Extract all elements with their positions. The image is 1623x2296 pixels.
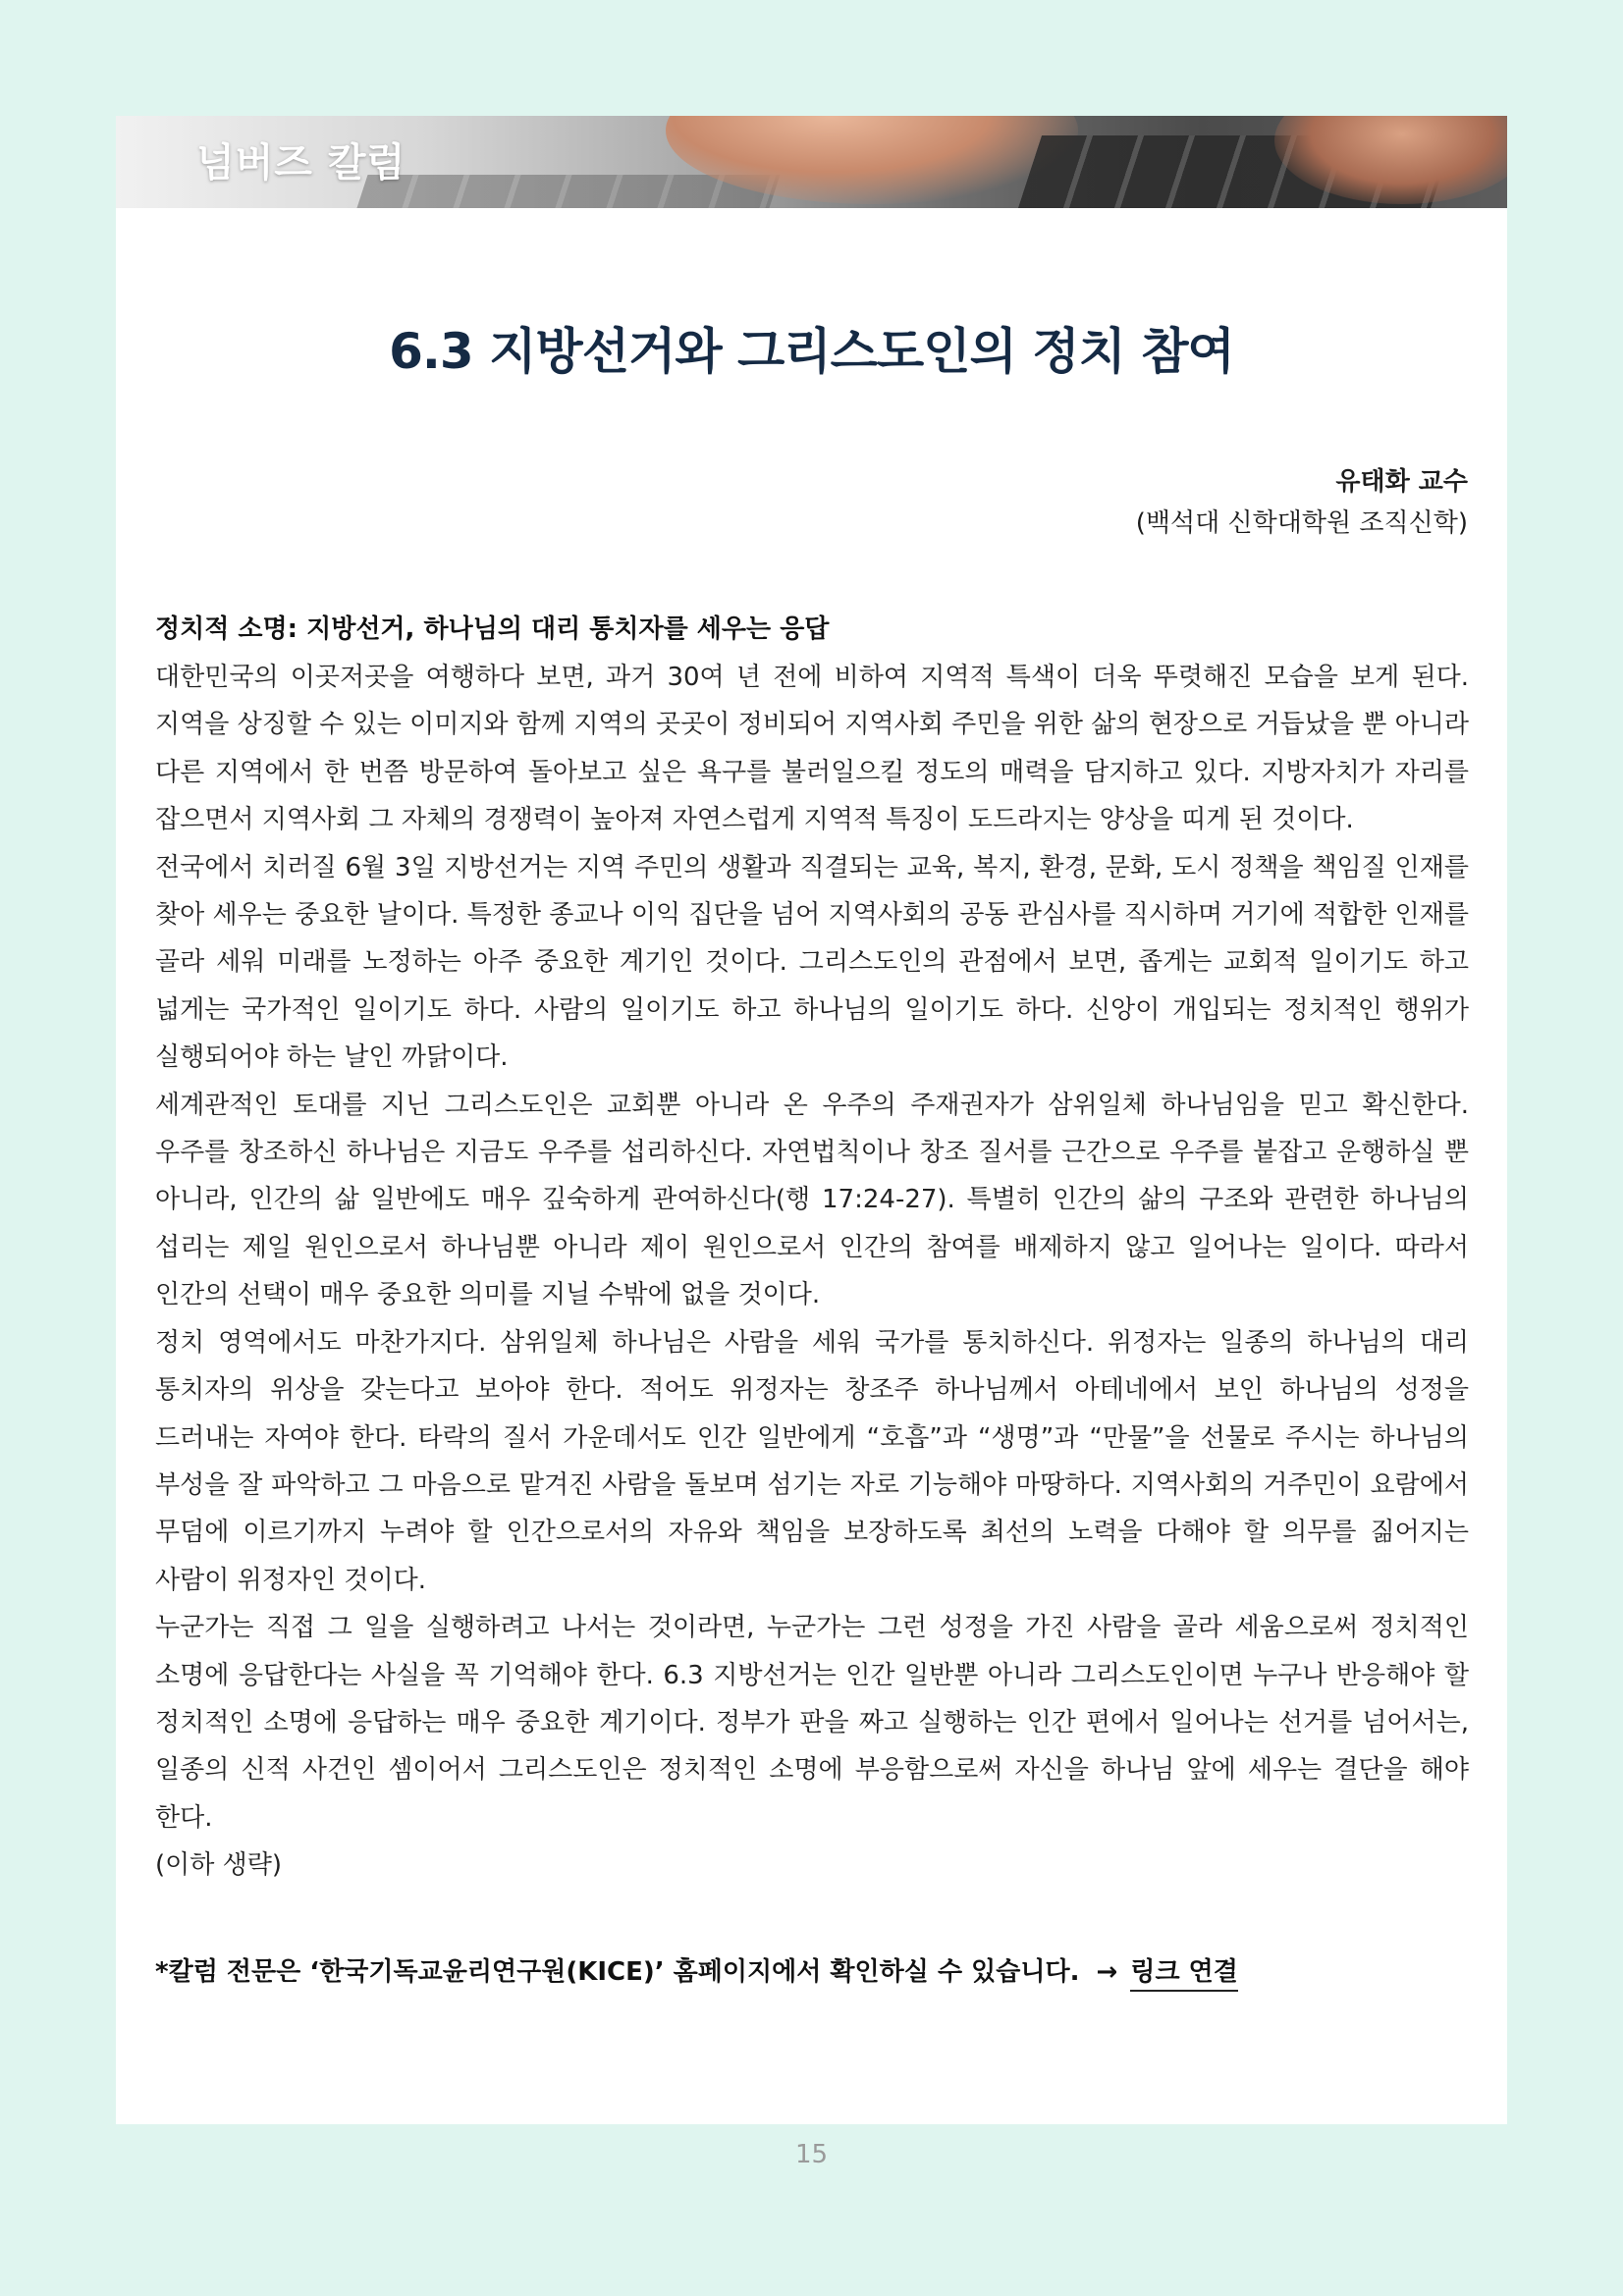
page-number: 15	[794, 2140, 829, 2169]
paragraph: 대한민국의 이곳저곳을 여행하다 보면, 과거 30여 년 전에 비하여 지역적 특색이 더욱 뚜렷해진 모습을 보게 된다. 지역을 상징할 수 있는 이미지와 함께 지역의 곳곳이 정비되어 지역사회 주민을 위한 삶의 현장으로 거듭났을 뿐 아니라 다른 지역에서 한 번쯤 방문하여 돌아보고 싶은 욕구를 불러일으킬 정도의 매력을 담지하고 있다. 지방자치가 자리를 잡으면서 지역사회 그 자체의 경쟁력이 높아져 자연스럽게 지역적 특징이 도드라지는 양상을 띠게 된 것이다.	[155, 663, 1469, 835]
full-column-link[interactable]: 링크 연결	[1130, 1951, 1238, 1992]
paragraph: 세계관적인 토대를 지닌 그리스도인은 교회뿐 아니라 온 우주의 주재권자가 삼위일체 하나님임을 믿고 확신한다. 우주를 창조하신 하나님은 지금도 우주를 섭리하신다. 자연법칙이나 창조 질서를 근간으로 우주를 붙잡고 운행하실 뿐 아니라, 인간의 삶 일반에도 매우 깊숙하게 관여하신다(행 17:24-27). 특별히 인간의 삶의 구조와 관련한 하나님의 섭리는 제일 원인으로서 하나님뿐 아니라 제이 원인으로서 인간의 참여를 배제하지 않고 일어나는 일이다. 따라서 인간의 선택이 매우 중요한 의미를 지닐 수밖에 없을 것이다.	[155, 1090, 1469, 1310]
banner-keyboard-image	[355, 175, 781, 208]
article-body	[155, 654, 1469, 1890]
footnote	[155, 1951, 1238, 1992]
arrow-right-icon: →	[1096, 1957, 1118, 1987]
footnote-text: *칼럼 전문은 ‘한국기독교윤리연구원(KICE)’ 홈페이지에서 확인하실 수 있습니다.	[155, 1957, 1080, 1987]
section-heading: 정치적 소명: 지방선거, 하나님의 대리 통치자를 세우는 응답	[155, 614, 830, 644]
author-affiliation: (백석대 신학대학원 조직신학)	[1135, 508, 1468, 538]
page-card	[116, 116, 1507, 2124]
paragraph-omitted-note: (이하 생략)	[155, 1850, 283, 1881]
paragraph: 정치 영역에서도 마찬가지다. 삼위일체 하나님은 사람을 세워 국가를 통치하신다. 위정자는 일종의 하나님의 대리 통치자의 위상을 갖는다고 보아야 한다. 적어도 위정자는 창조주 하나님께서 아테네에서 보인 하나님의 성정을 드러내는 자여야 한다. 타락의 질서 가운데서도 인간 일반에게 “호흡”과 “생명”과 “만물”을 선물로 주시는 하나님의 부성을 잘 파악하고 그 마음으로 맡겨진 사람을 돌보며 섬기는 자로 기능해야 마땅하다. 지역사회의 거주민이 요람에서 무덤에 이르기까지 누려야 할 인간으로서의 자유와 책임을 보장하도록 최선의 노력을 다해야 할 의무를 짊어지는 사람이 위정자인 것이다.	[155, 1327, 1469, 1595]
author-name: 유태화 교수	[1335, 467, 1468, 497]
paragraph: 전국에서 치러질 6월 3일 지방선거는 지역 주민의 생활과 직결되는 교육, 복지, 환경, 문화, 도시 정책을 책임질 인재를 찾아 세우는 중요한 날이다. 특정한 종교나 이익 집단을 넘어 지역사회의 공동 관심사를 직시하며 거기에 적합한 인재를 골라 세워 미래를 노정하는 아주 중요한 계기인 것이다. 그리스도인의 관점에서 보면, 좁게는 교회적 일이기도 하고 넓게는 국가적인 일이기도 하다. 사람의 일이기도 하고 하나님의 일이기도 하다. 신앙이 개입되는 정치적인 행위가 실행되어야 하는 날인 까닭이다.	[155, 852, 1469, 1073]
column-banner	[116, 116, 1507, 208]
article-title: 6.3 지방선거와 그리스도인의 정치 참여	[389, 323, 1234, 380]
banner-label: 넘버즈 칼럼	[196, 140, 406, 186]
paragraph: 누군가는 직접 그 일을 실행하려고 나서는 것이라면, 누군가는 그런 성정을 가진 사람을 골라 세움으로써 정치적인 소명에 응답한다는 사실을 꼭 기억해야 한다. 6.3 지방선거는 인간 일반뿐 아니라 그리스도인이면 누구나 반응해야 할 정치적인 소명에 응답하는 매우 중요한 계기이다. 정부가 판을 짜고 실행하는 인간 편에서 일어나는 선거를 넘어서는, 일종의 신적 사건인 셈이어서 그리스도인은 정치적인 소명에 부응함으로써 자신을 하나님 앞에 세우는 결단을 해야 한다.	[155, 1613, 1469, 1833]
author-block	[1136, 461, 1468, 544]
